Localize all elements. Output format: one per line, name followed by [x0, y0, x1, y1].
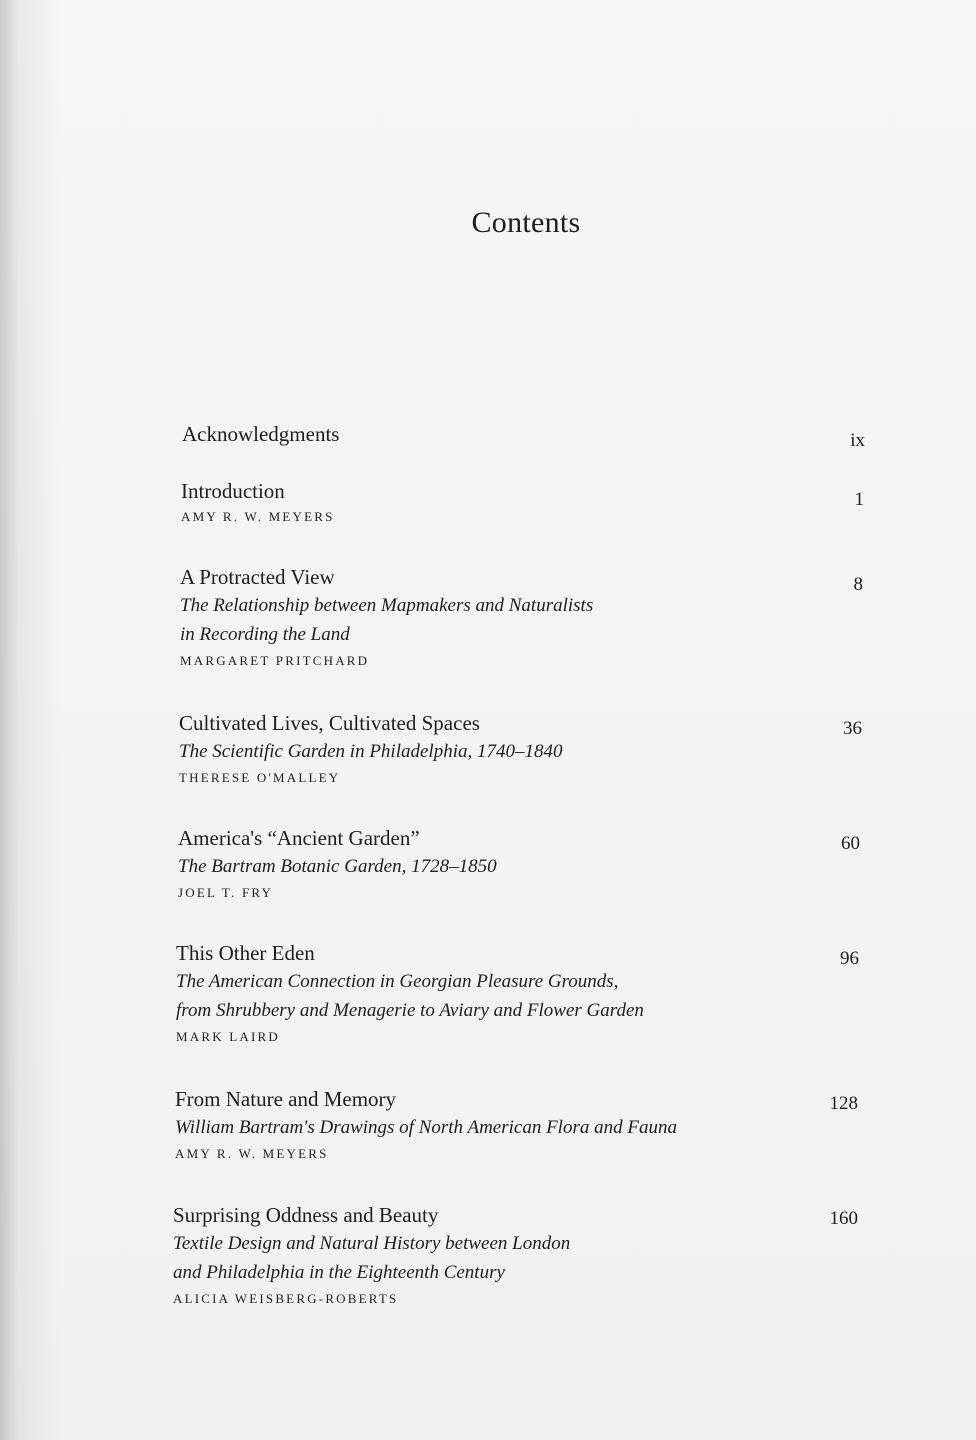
toc-entry-subtitle: The Bartram Botanic Garden, 1728–1850	[178, 856, 497, 877]
page-title: Contents	[471, 206, 581, 239]
toc-page-number: 60	[841, 833, 860, 854]
toc-entry-subtitle: William Bartram's Drawings of North American Flora and Fauna	[175, 1117, 677, 1138]
toc-entry-subtitle: from Shrubbery and Menagerie to Aviary and Flower Garden	[176, 1000, 644, 1021]
toc-entry-author: MARK LAIRD	[176, 1029, 280, 1044]
toc-entry-author: MARGARET PRITCHARD	[180, 653, 370, 668]
toc-entry-subtitle: The American Connection in Georgian Pleasure Grounds,	[176, 971, 619, 992]
toc-entry-nature-memory	[175, 1085, 865, 1162]
toc-entry-heading: A Protracted View	[180, 565, 335, 589]
toc-entry-other-eden	[176, 939, 866, 1045]
toc-entry-acknowledgments	[182, 420, 872, 448]
toc-entry-cultivated-lives	[179, 709, 869, 786]
toc-entry-heading: America's “Ancient Garden”	[178, 826, 420, 850]
toc-entry-author: ALICIA WEISBERG-ROBERTS	[173, 1291, 399, 1306]
toc-entry-subtitle: in Recording the Land	[180, 624, 350, 645]
toc-entry-author: AMY R. W. MEYERS	[175, 1146, 329, 1161]
toc-entry-heading: Cultivated Lives, Cultivated Spaces	[179, 711, 480, 735]
toc-page-number: 128	[829, 1093, 858, 1114]
toc-page-number: 36	[843, 718, 862, 739]
toc-entry-heading: Acknowledgments	[182, 422, 340, 446]
toc-entry-ancient-garden	[178, 824, 868, 901]
toc-entry-subtitle: and Philadelphia in the Eighteenth Century	[173, 1262, 505, 1283]
toc-entry-heading: Introduction	[181, 479, 285, 503]
toc-page-number: 1	[854, 489, 864, 510]
toc-entry-heading: Surprising Oddness and Beauty	[173, 1203, 439, 1227]
toc-entry-introduction	[181, 477, 871, 525]
toc-entry-protracted-view	[180, 563, 870, 669]
toc-entry-surprising-oddness	[173, 1201, 863, 1307]
toc-entry-heading: From Nature and Memory	[175, 1087, 397, 1111]
toc-page-number: 8	[853, 574, 863, 595]
toc-page-number: 96	[840, 948, 859, 969]
toc-entry-subtitle: Textile Design and Natural History between London	[173, 1233, 571, 1254]
toc-page-number: ix	[850, 430, 865, 451]
toc-page-number: 160	[829, 1208, 858, 1229]
toc-entry-author: AMY R. W. MEYERS	[181, 509, 335, 524]
toc-entry-author: JOEL T. FRY	[178, 885, 274, 900]
toc-entry-subtitle: The Scientific Garden in Philadelphia, 1740–1840	[179, 741, 563, 762]
toc-entry-heading: This Other Eden	[176, 941, 315, 965]
toc-entry-author: THERESE O'MALLEY	[179, 770, 341, 785]
toc-entry-subtitle: The Relationship between Mapmakers and Naturalists	[180, 595, 594, 616]
